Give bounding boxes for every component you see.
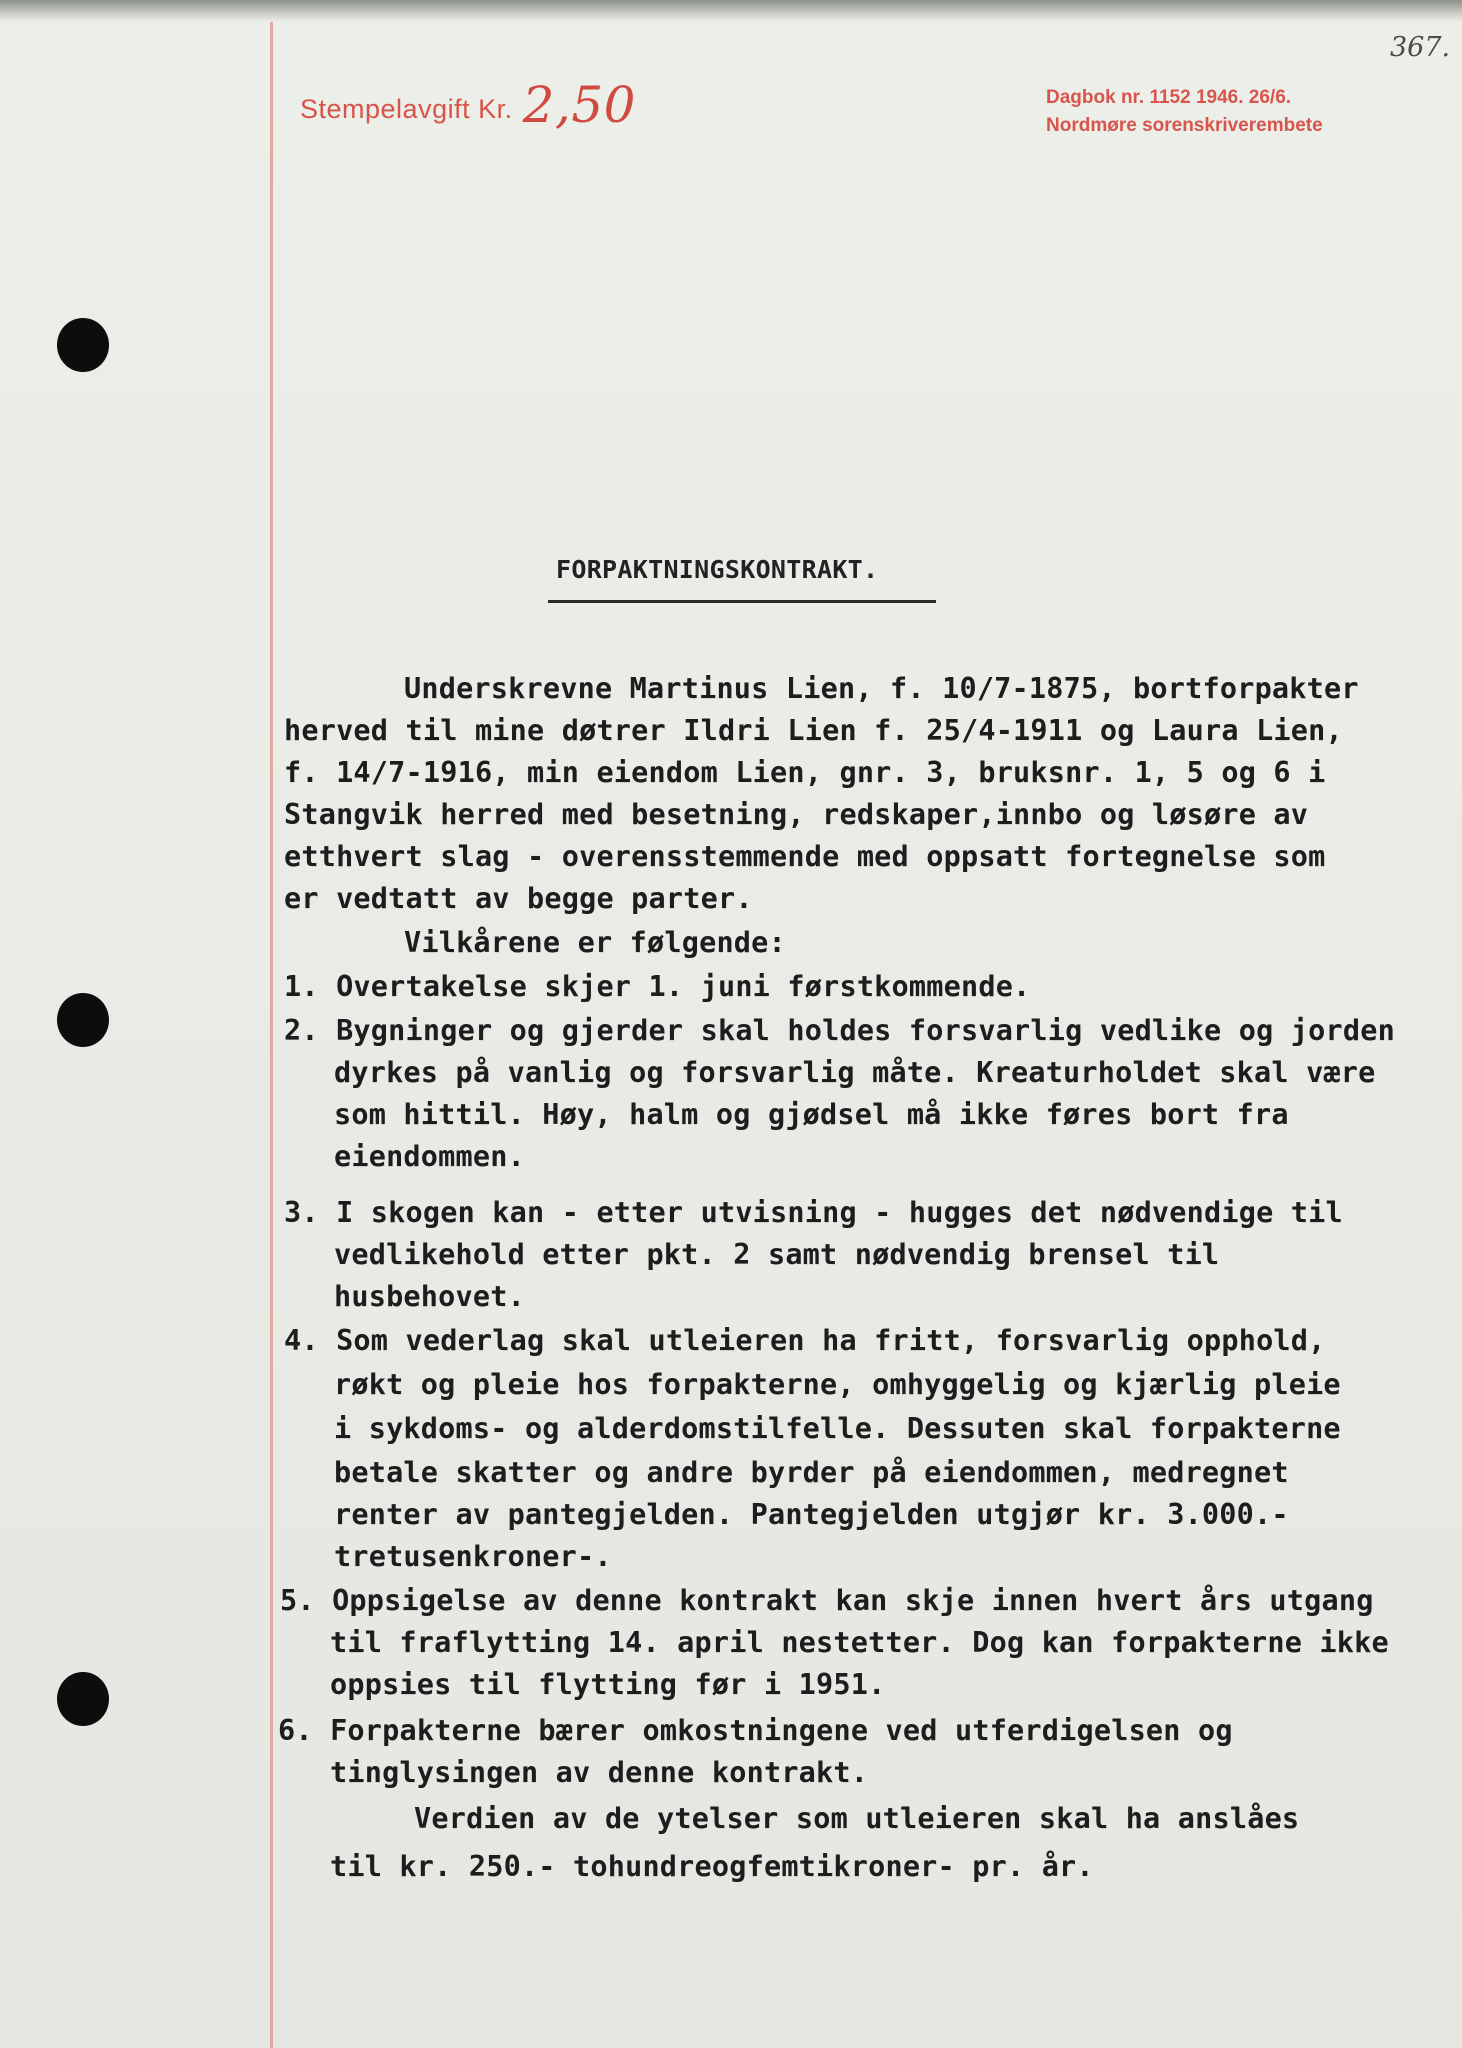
text-line: oppsies til flytting før i 1951. — [330, 1668, 886, 1701]
text-line: herved til mine døtrer Ildri Lien f. 25/4-1911 og Laura Lien, — [284, 714, 1343, 747]
text-line: til fraflytting 14. april nestetter. Dog kan forpakterne ikke — [330, 1626, 1389, 1659]
text-line: som hittil. Høy, halm og gjødsel må ikke føres bort fra — [334, 1098, 1289, 1131]
text-line: Verdien av de ytelser som utleieren skal ha anslåes — [414, 1802, 1300, 1835]
stamp-fee — [300, 72, 636, 134]
text-line: Underskrevne Martinus Lien, f. 10/7-1875, bortforpakter — [404, 672, 1359, 705]
text-line: tinglysingen av denne kontrakt. — [330, 1756, 869, 1789]
text-line: vedlikehold etter pkt. 2 samt nødvendig brensel til — [334, 1238, 1220, 1271]
scan-top-edge — [0, 0, 1462, 22]
text-line: betale skatter og andre byrder på eiendommen, medregnet — [334, 1456, 1289, 1489]
text-line: Stangvik herred med besetning, redskaper,innbo og løsøre av — [284, 798, 1309, 831]
page-number: 367. — [1390, 32, 1451, 63]
stamp-diary-line: Dagbok nr. 1152 1946. 26/6. — [1046, 87, 1292, 108]
document-title: FORPAKTNINGSKONTRAKT. — [556, 555, 879, 584]
text-line: etthvert slag - overensstemmende med oppsatt fortegnelse som — [284, 840, 1326, 873]
text-line: tretusenkroner-. — [334, 1540, 612, 1573]
stamp-office-line: Nordmøre sorenskriverembete — [1046, 115, 1323, 136]
stamp-fee-label: Stempelavgift Kr. — [300, 94, 513, 124]
text-line: renter av pantegjelden. Pantegjelden utgjør kr. 3.000.- — [334, 1498, 1289, 1531]
punch-hole-icon — [57, 318, 109, 372]
list-item: 2. Bygninger og gjerder skal holdes forsvarlig vedlike og jorden — [284, 1014, 1395, 1047]
text-line: Vilkårene er følgende: — [404, 926, 786, 959]
text-line: husbehovet. — [334, 1280, 525, 1313]
text-line: er vedtatt av begge parter. — [284, 882, 753, 915]
list-item: 1. Overtakelse skjer 1. juni førstkommende. — [284, 970, 1031, 1003]
stamp-fee-amount: 2,50 — [522, 76, 636, 134]
margin-rule — [270, 22, 273, 2048]
text-line: røkt og pleie hos forpakterne, omhyggelig og kjærlig pleie — [334, 1368, 1341, 1401]
list-item: 6. Forpakterne bærer omkostningene ved utferdigelsen og — [278, 1714, 1233, 1747]
text-line: dyrkes på vanlig og forsvarlig måte. Kreaturholdet skal være — [334, 1056, 1376, 1089]
text-line: i sykdoms- og alderdomstilfelle. Dessuten skal forpakterne — [334, 1412, 1341, 1445]
title-underline — [548, 600, 936, 603]
text-line: f. 14/7-1916, min eiendom Lien, gnr. 3, bruksnr. 1, 5 og 6 i — [284, 756, 1326, 789]
stamp-diary — [1046, 84, 1323, 140]
list-item: 4. Som vederlag skal utleieren ha fritt, forsvarlig opphold, — [284, 1324, 1326, 1357]
punch-hole-icon — [57, 1672, 109, 1726]
list-item: 3. I skogen kan - etter utvisning - hugges det nødvendige til — [284, 1196, 1343, 1229]
list-item: 5. Oppsigelse av denne kontrakt kan skje innen hvert års utgang — [280, 1584, 1374, 1617]
text-line: eiendommen. — [334, 1140, 525, 1173]
text-line: til kr. 250.- tohundreogfemtikroner- pr. år. — [330, 1850, 1094, 1883]
punch-hole-icon — [57, 993, 109, 1047]
